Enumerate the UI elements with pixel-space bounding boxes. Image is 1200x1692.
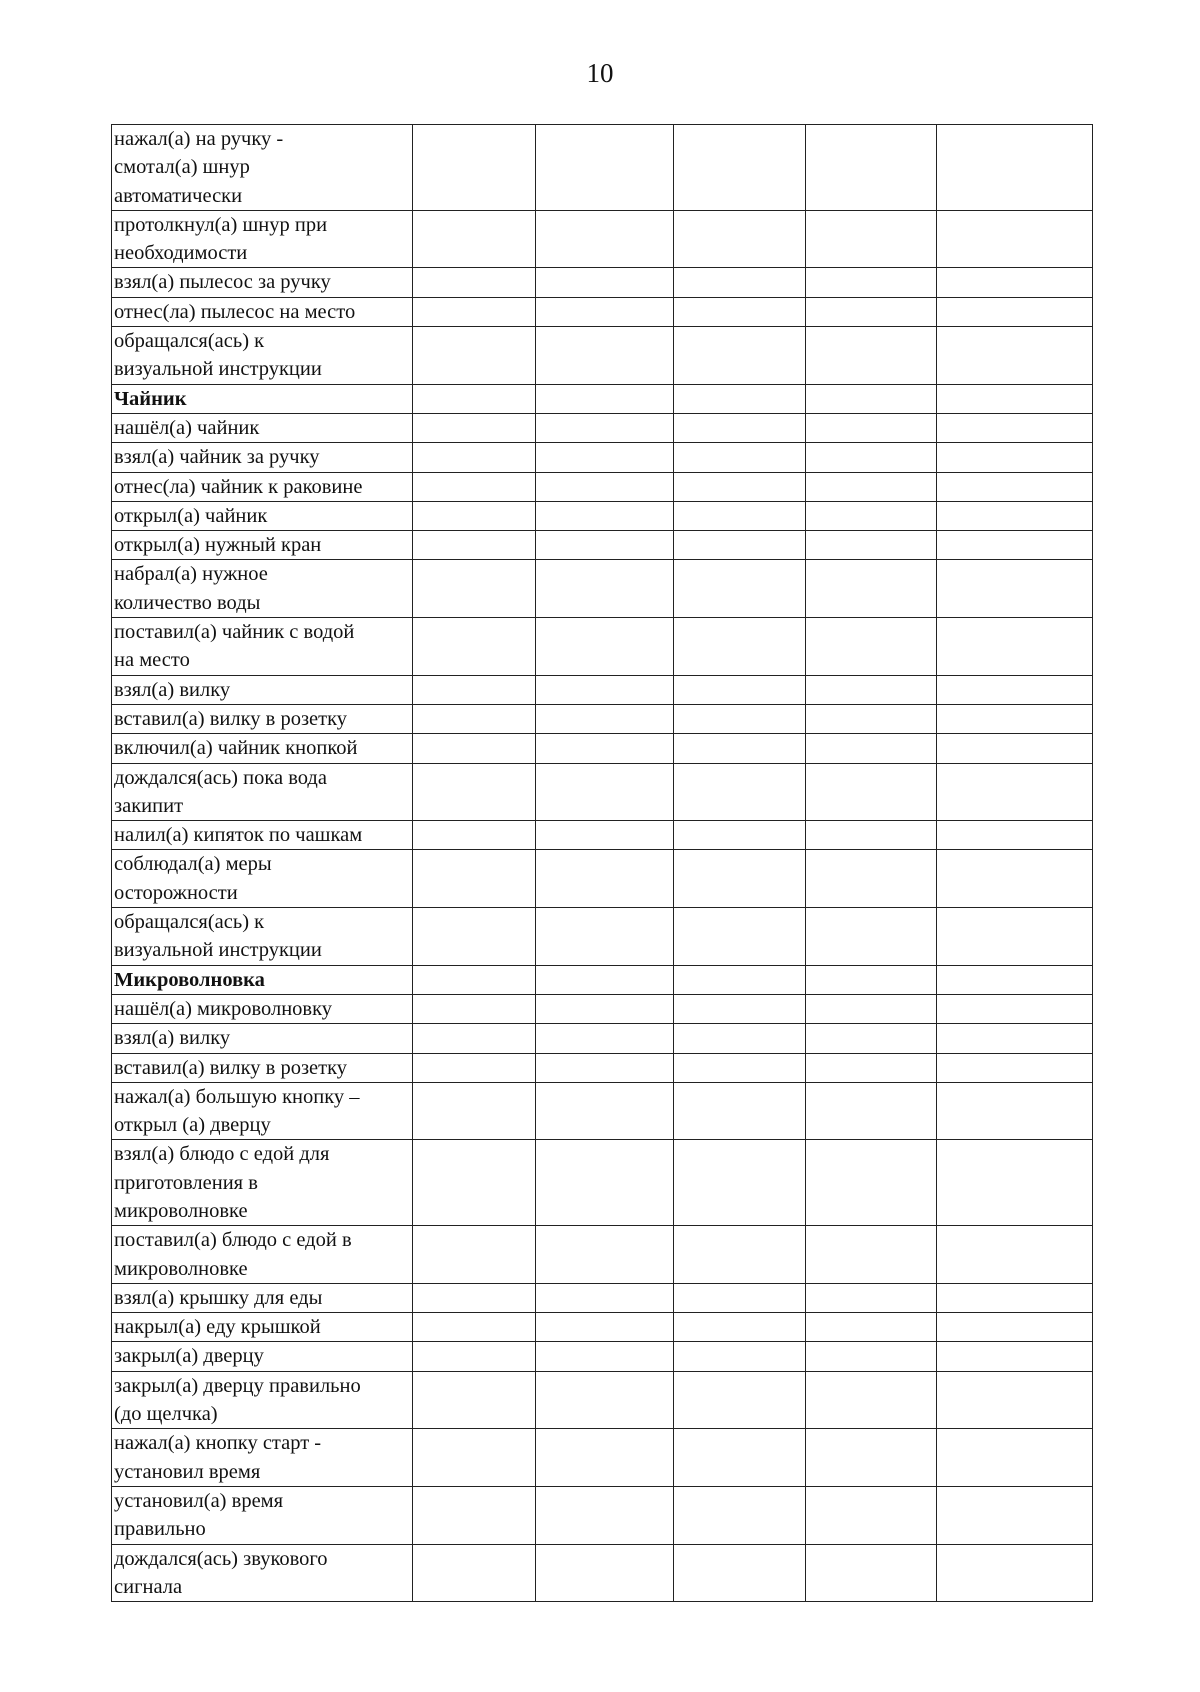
score-cell <box>937 850 1093 908</box>
score-cell <box>674 210 806 268</box>
score-cell <box>806 821 937 850</box>
task-label: открыл(а) чайник <box>112 501 413 530</box>
task-label: дождался(ась) звукового сигнала <box>112 1544 413 1602</box>
score-cell <box>413 1429 536 1487</box>
score-cell <box>674 443 806 472</box>
score-cell <box>937 443 1093 472</box>
score-cell <box>413 1053 536 1082</box>
score-cell <box>413 560 536 618</box>
score-cell <box>413 125 536 211</box>
score-cell <box>806 1313 937 1342</box>
score-cell <box>536 1283 674 1312</box>
score-cell <box>674 1140 806 1226</box>
section-title: Микроволновка <box>112 965 413 994</box>
score-cell <box>806 704 937 733</box>
score-cell <box>674 994 806 1023</box>
score-cell <box>674 1429 806 1487</box>
table-row <box>112 472 1093 501</box>
task-label: отнес(ла) чайник к раковине <box>112 472 413 501</box>
task-label: взял(а) чайник за ручку <box>112 443 413 472</box>
table-row <box>112 1486 1093 1544</box>
score-cell <box>536 704 674 733</box>
checklist-table <box>111 124 1093 1602</box>
score-cell <box>413 1024 536 1053</box>
task-label: открыл(а) нужный кран <box>112 531 413 560</box>
score-cell <box>536 501 674 530</box>
score-cell <box>536 734 674 763</box>
task-label: нажал(а) на ручку - смотал(а) шнур автоматически <box>112 125 413 211</box>
score-cell <box>674 1283 806 1312</box>
score-cell <box>806 268 937 297</box>
score-cell <box>674 908 806 966</box>
table-row <box>112 443 1093 472</box>
score-cell <box>937 1226 1093 1284</box>
table-row <box>112 1283 1093 1312</box>
score-cell <box>536 210 674 268</box>
task-label: установил(а) время правильно <box>112 1486 413 1544</box>
score-cell <box>536 1371 674 1429</box>
page-number: 10 <box>586 58 614 88</box>
score-cell <box>806 1024 937 1053</box>
score-cell <box>536 965 674 994</box>
score-cell <box>413 1226 536 1284</box>
score-cell <box>806 1544 937 1602</box>
score-cell <box>937 618 1093 676</box>
score-cell <box>413 850 536 908</box>
score-cell <box>536 1342 674 1371</box>
score-cell <box>937 1283 1093 1312</box>
score-cell <box>536 850 674 908</box>
score-cell <box>413 297 536 326</box>
score-cell <box>674 1082 806 1140</box>
score-cell <box>806 472 937 501</box>
score-cell <box>536 1429 674 1487</box>
section-header-row <box>112 965 1093 994</box>
table-row <box>112 1082 1093 1140</box>
task-label: соблюдал(а) меры осторожности <box>112 850 413 908</box>
table-row <box>112 994 1093 1023</box>
score-cell <box>413 472 536 501</box>
score-cell <box>536 125 674 211</box>
score-cell <box>413 210 536 268</box>
score-cell <box>806 1342 937 1371</box>
score-cell <box>806 994 937 1023</box>
task-label: нажал(а) кнопку старт - установил время <box>112 1429 413 1487</box>
score-cell <box>674 125 806 211</box>
table-row <box>112 501 1093 530</box>
table-row <box>112 1429 1093 1487</box>
task-label: дождался(ась) пока вода закипит <box>112 763 413 821</box>
score-cell <box>806 1429 937 1487</box>
score-cell <box>806 965 937 994</box>
score-cell <box>806 531 937 560</box>
table-row <box>112 560 1093 618</box>
score-cell <box>806 1371 937 1429</box>
score-cell <box>674 327 806 385</box>
score-cell <box>536 531 674 560</box>
score-cell <box>413 994 536 1023</box>
score-cell <box>536 675 674 704</box>
score-cell <box>536 443 674 472</box>
score-cell <box>937 1429 1093 1487</box>
task-label: обращался(ась) к визуальной инструкции <box>112 327 413 385</box>
score-cell <box>413 384 536 413</box>
score-cell <box>937 908 1093 966</box>
table-row <box>112 618 1093 676</box>
score-cell <box>413 1283 536 1312</box>
task-label: поставил(а) блюдо с едой в микроволновке <box>112 1226 413 1284</box>
score-cell <box>413 1313 536 1342</box>
score-cell <box>536 1486 674 1544</box>
task-label: поставил(а) чайник с водой на место <box>112 618 413 676</box>
score-cell <box>413 1342 536 1371</box>
table-row <box>112 1226 1093 1284</box>
score-cell <box>536 1313 674 1342</box>
score-cell <box>806 327 937 385</box>
score-cell <box>937 210 1093 268</box>
score-cell <box>674 821 806 850</box>
score-cell <box>806 1283 937 1312</box>
score-cell <box>413 531 536 560</box>
task-label: накрыл(а) еду крышкой <box>112 1313 413 1342</box>
score-cell <box>674 965 806 994</box>
task-label: взял(а) крышку для еды <box>112 1283 413 1312</box>
score-cell <box>674 472 806 501</box>
table-row <box>112 125 1093 211</box>
table-row <box>112 210 1093 268</box>
score-cell <box>937 675 1093 704</box>
score-cell <box>806 1486 937 1544</box>
score-cell <box>937 268 1093 297</box>
checklist-body <box>112 125 1093 1602</box>
score-cell <box>806 675 937 704</box>
score-cell <box>536 1082 674 1140</box>
score-cell <box>806 734 937 763</box>
table-row <box>112 734 1093 763</box>
score-cell <box>536 763 674 821</box>
score-cell <box>674 501 806 530</box>
score-cell <box>806 125 937 211</box>
score-cell <box>674 560 806 618</box>
score-cell <box>937 1342 1093 1371</box>
score-cell <box>536 1024 674 1053</box>
table-row <box>112 1024 1093 1053</box>
score-cell <box>674 850 806 908</box>
score-cell <box>937 763 1093 821</box>
score-cell <box>413 734 536 763</box>
score-cell <box>937 560 1093 618</box>
section-title: Чайник <box>112 384 413 413</box>
score-cell <box>413 443 536 472</box>
table-row <box>112 675 1093 704</box>
score-cell <box>413 1082 536 1140</box>
task-label: отнес(ла) пылесос на место <box>112 297 413 326</box>
score-cell <box>536 1053 674 1082</box>
score-cell <box>937 1544 1093 1602</box>
score-cell <box>806 501 937 530</box>
table-row <box>112 1140 1093 1226</box>
score-cell <box>674 704 806 733</box>
score-cell <box>674 268 806 297</box>
score-cell <box>806 618 937 676</box>
score-cell <box>937 384 1093 413</box>
score-cell <box>413 1371 536 1429</box>
score-cell <box>413 704 536 733</box>
score-cell <box>674 763 806 821</box>
score-cell <box>674 734 806 763</box>
table-row <box>112 531 1093 560</box>
score-cell <box>937 1024 1093 1053</box>
task-label: взял(а) вилку <box>112 675 413 704</box>
score-cell <box>937 734 1093 763</box>
score-cell <box>674 1544 806 1602</box>
score-cell <box>536 327 674 385</box>
score-cell <box>536 1140 674 1226</box>
table-row <box>112 413 1093 442</box>
score-cell <box>536 1226 674 1284</box>
score-cell <box>413 1544 536 1602</box>
score-cell <box>413 821 536 850</box>
table-row <box>112 1371 1093 1429</box>
task-label: включил(а) чайник кнопкой <box>112 734 413 763</box>
task-label: налил(а) кипяток по чашкам <box>112 821 413 850</box>
score-cell <box>806 384 937 413</box>
table-row <box>112 704 1093 733</box>
score-cell <box>536 908 674 966</box>
score-cell <box>536 560 674 618</box>
score-cell <box>674 1342 806 1371</box>
score-cell <box>937 472 1093 501</box>
score-cell <box>937 125 1093 211</box>
score-cell <box>413 618 536 676</box>
score-cell <box>674 1313 806 1342</box>
task-label: нашёл(а) микроволновку <box>112 994 413 1023</box>
score-cell <box>937 704 1093 733</box>
score-cell <box>674 618 806 676</box>
score-cell <box>536 413 674 442</box>
score-cell <box>413 268 536 297</box>
task-label: взял(а) блюдо с едой для приготовления в микроволновке <box>112 1140 413 1226</box>
score-cell <box>674 531 806 560</box>
score-cell <box>674 1053 806 1082</box>
score-cell <box>806 908 937 966</box>
score-cell <box>937 413 1093 442</box>
score-cell <box>806 850 937 908</box>
table-row <box>112 1544 1093 1602</box>
score-cell <box>937 1082 1093 1140</box>
score-cell <box>536 821 674 850</box>
score-cell <box>806 443 937 472</box>
score-cell <box>937 1053 1093 1082</box>
table-row <box>112 908 1093 966</box>
task-label: закрыл(а) дверцу <box>112 1342 413 1371</box>
score-cell <box>413 965 536 994</box>
task-label: протолкнул(а) шнур при необходимости <box>112 210 413 268</box>
table-row <box>112 327 1093 385</box>
score-cell <box>536 994 674 1023</box>
table-row <box>112 850 1093 908</box>
score-cell <box>413 413 536 442</box>
score-cell <box>937 297 1093 326</box>
score-cell <box>937 501 1093 530</box>
score-cell <box>674 384 806 413</box>
score-cell <box>536 297 674 326</box>
score-cell <box>674 1226 806 1284</box>
score-cell <box>806 413 937 442</box>
score-cell <box>413 1140 536 1226</box>
table-row <box>112 821 1093 850</box>
score-cell <box>937 965 1093 994</box>
score-cell <box>806 210 937 268</box>
score-cell <box>674 1024 806 1053</box>
score-cell <box>536 1544 674 1602</box>
score-cell <box>413 763 536 821</box>
score-cell <box>806 297 937 326</box>
task-label: взял(а) пылесос за ручку <box>112 268 413 297</box>
score-cell <box>674 1371 806 1429</box>
score-cell <box>937 821 1093 850</box>
score-cell <box>937 994 1093 1023</box>
table-row <box>112 268 1093 297</box>
score-cell <box>806 1053 937 1082</box>
score-cell <box>413 908 536 966</box>
table-row <box>112 1342 1093 1371</box>
score-cell <box>413 1486 536 1544</box>
task-label: взял(а) вилку <box>112 1024 413 1053</box>
task-label: вставил(а) вилку в розетку <box>112 1053 413 1082</box>
task-label: набрал(а) нужное количество воды <box>112 560 413 618</box>
score-cell <box>806 1140 937 1226</box>
task-label: закрыл(а) дверцу правильно (до щелчка) <box>112 1371 413 1429</box>
task-label: обращался(ась) к визуальной инструкции <box>112 908 413 966</box>
table-row <box>112 1053 1093 1082</box>
score-cell <box>937 327 1093 385</box>
score-cell <box>806 1226 937 1284</box>
task-label: нажал(а) большую кнопку – открыл (а) дверцу <box>112 1082 413 1140</box>
score-cell <box>937 531 1093 560</box>
table-row <box>112 297 1093 326</box>
score-cell <box>937 1371 1093 1429</box>
score-cell <box>806 1082 937 1140</box>
score-cell <box>806 763 937 821</box>
table-row <box>112 1313 1093 1342</box>
score-cell <box>674 675 806 704</box>
score-cell <box>674 1486 806 1544</box>
score-cell <box>536 384 674 413</box>
score-cell <box>413 327 536 385</box>
score-cell <box>536 472 674 501</box>
score-cell <box>937 1486 1093 1544</box>
score-cell <box>674 413 806 442</box>
task-label: нашёл(а) чайник <box>112 413 413 442</box>
score-cell <box>674 297 806 326</box>
score-cell <box>413 675 536 704</box>
table-row <box>112 763 1093 821</box>
score-cell <box>536 268 674 297</box>
task-label: вставил(а) вилку в розетку <box>112 704 413 733</box>
score-cell <box>806 560 937 618</box>
score-cell <box>413 501 536 530</box>
score-cell <box>536 618 674 676</box>
section-header-row <box>112 384 1093 413</box>
score-cell <box>937 1313 1093 1342</box>
score-cell <box>937 1140 1093 1226</box>
